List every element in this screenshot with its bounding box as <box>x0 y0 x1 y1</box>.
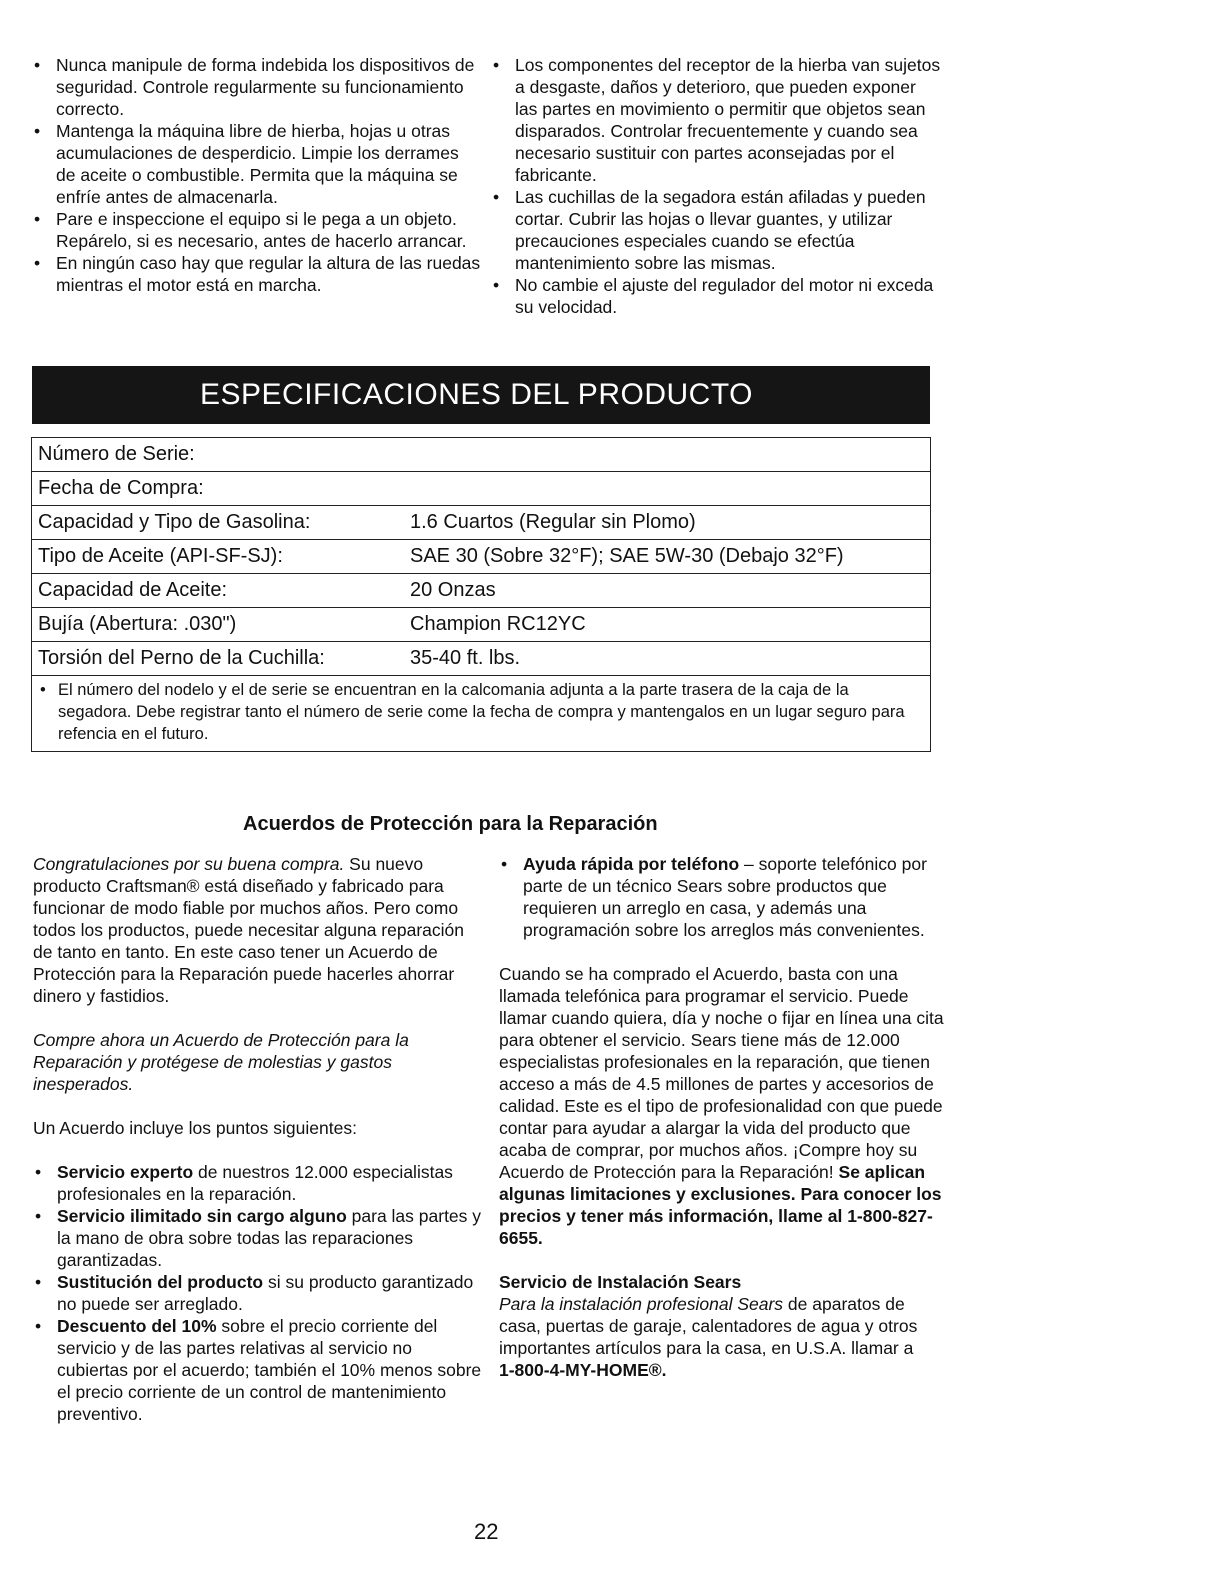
spec-value: 1.6 Cuartos (Regular sin Plomo) <box>410 511 696 533</box>
benefit-title: Ayuda rápida por teléfono <box>523 854 740 874</box>
benefit-text: – soporte telefónico por parte de un técnico Sears sobre productos que requieren un arreglo en casa, y además una programación sobre los arreglos más convenientes. <box>523 854 927 940</box>
promo-paragraph: Compre ahora un Acuerdo de Protección para la Reparación y protégese de molestias y gastos inesperados. <box>33 1030 409 1094</box>
benefit-text: si su producto garantizado no puede ser arreglado. <box>57 1272 474 1314</box>
safety-left-column <box>32 54 482 296</box>
spec-value: SAE 30 (Sobre 32°F); SAE 5W-30 (Debajo 32°F) <box>410 545 844 567</box>
benefit-text: de nuestros 12.000 especialistas profesionales en la reparación. <box>57 1162 453 1204</box>
spec-label: Capacidad de Aceite: <box>38 579 228 601</box>
spec-label: Capacidad y Tipo de Gasolina: <box>38 511 311 533</box>
spec-row <box>32 608 930 642</box>
intro-text: Su nuevo producto Craftsman® está diseñado y fabricado para funcionar de modo fiable por muchos años. Pero como todos los productos, puede necesitar alguna reparación de tanto en tanto. En este caso tener un Acuerdo de Protección para la Reparación puede hacerles ahorrar dinero y fastidios. <box>33 854 464 1006</box>
benefit-item <box>33 1271 483 1315</box>
benefit-item <box>33 1315 483 1425</box>
safety-item: • Los componentes del receptor de la hierba van sujetos a desgaste, daños y deterioro, que pueden exponer las partes en movimiento o permitir que objetos sean disparados. Controlar frecuentemente y cuando sea necesario sustituir con partes aconsejadas por el fabricante. <box>491 54 941 186</box>
agreement-right-column <box>499 853 949 1381</box>
spec-label: Torsión del Perno de la Cuchilla: <box>38 647 325 669</box>
service-limitations: Se aplican algunas limitaciones y exclusiones. Para conocer los precios y tener más información, llame al 1-800-827-6655. <box>499 1162 942 1248</box>
intro-italic: Congratulaciones por su buena compra. <box>33 854 345 874</box>
section-heading: Acuerdos de Protección para la Reparación <box>243 813 658 835</box>
service-paragraph <box>499 963 949 1249</box>
install-phone: 1-800-4-MY-HOME®. <box>499 1360 667 1380</box>
spec-row <box>32 642 930 676</box>
install-heading: Servicio de Instalación Sears <box>499 1272 742 1292</box>
install-italic: Para la instalación profesional Sears <box>499 1294 784 1314</box>
safety-item: • No cambie el ajuste del regulador del motor ni exceda su velocidad. <box>491 274 941 318</box>
spec-label: Número de Serie: <box>38 443 195 465</box>
spec-banner <box>32 366 930 424</box>
spec-row <box>32 506 930 540</box>
spec-note: • El número del nodelo y el de serie se encuentran en la calcomania adjunta a la parte trasera de la caja de la segadora. Debe registrar tanto el número de serie come la fecha de compra y mantengalos en un lugar seguro para refencia en el futuro. <box>32 676 930 751</box>
spec-value: 20 Onzas <box>410 579 496 601</box>
safety-item: • Pare e inspeccione el equipo si le pega a un objeto. Repárelo, si es necesario, antes de hacerlo arrancar. <box>32 208 482 252</box>
benefit-title: Sustitución del producto <box>57 1272 264 1292</box>
spec-row <box>32 574 930 608</box>
install-text: de aparatos de casa, puertas de garaje, calentadores de agua y otros importantes artículos para la casa, en U.S.A. llamar a <box>499 1294 918 1358</box>
agreement-left-column <box>33 853 483 1425</box>
service-text: Cuando se ha comprado el Acuerdo, basta con una llamada telefónica para programar el servicio. Puede llamar cuando quiera, día y noche o fijar en línea una cita para obtener el servicio. Sears tiene más de 12.000 especialistas profesionales en la reparación, que tienen acceso a más de 4.5 millones de partes y accesorios de calidad. Este es el tipo de profesionalidad con que puede contar para ayudar a alargar la vida del producto que acaba de comprar, por muchos años. ¡Compre hoy su Acuerdo de Protección para la Reparación! <box>499 964 944 1182</box>
page-number: 22 <box>474 1519 499 1544</box>
safety-item: • En ningún caso hay que regular la altura de las ruedas mientras el motor está en marcha. <box>32 252 482 296</box>
benefit-text: para las partes y la mano de obra sobre todas las reparaciones garantizadas. <box>57 1206 482 1270</box>
benefit-text: sobre el precio corriente del servicio y de las partes relativas al servicio no cubiertas por el acuerdo; también el 10% menos sobre el precio corriente de un control de mantenimiento preventivo. <box>57 1316 482 1424</box>
safety-right-column <box>491 54 941 318</box>
spec-table <box>31 437 931 752</box>
install-paragraph <box>499 1293 949 1359</box>
benefit-title: Descuento del 10% <box>57 1316 217 1336</box>
spec-label: Fecha de Compra: <box>38 477 204 499</box>
benefit-title: Servicio ilimitado sin cargo alguno <box>57 1206 347 1226</box>
includes-paragraph: Un Acuerdo incluye los puntos siguientes: <box>33 1118 357 1138</box>
spec-row <box>32 472 930 506</box>
spec-label: Bujía (Abertura: .030") <box>38 613 237 635</box>
spec-row <box>32 540 930 574</box>
benefit-item <box>33 1161 483 1205</box>
spec-value: 35-40 ft. lbs. <box>410 647 521 669</box>
benefit-item <box>33 1205 483 1271</box>
benefit-title: Servicio experto <box>57 1162 194 1182</box>
spec-value: Champion RC12YC <box>410 613 586 635</box>
safety-item: • Mantenga la máquina libre de hierba, hojas u otras acumulaciones de desperdicio. Limpie los derrames de aceite o combustible. Permita que la máquina se enfríe antes de almacenarla. <box>32 120 482 208</box>
benefit-item <box>499 853 949 941</box>
intro-paragraph <box>33 853 483 1007</box>
spec-row <box>32 438 930 472</box>
safety-item: • Nunca manipule de forma indebida los dispositivos de seguridad. Controle regularmente su funcionamiento correcto. <box>32 54 482 120</box>
safety-item: • Las cuchillas de la segadora están afiladas y pueden cortar. Cubrir las hojas o llevar guantes, y utilizar precauciones especiales cuando se efectúa mantenimiento sobre las mismas. <box>491 186 941 274</box>
spec-label: Tipo de Aceite (API-SF-SJ): <box>38 545 283 567</box>
spec-title: ESPECIFICACIONES DEL PRODUCTO <box>200 378 753 411</box>
